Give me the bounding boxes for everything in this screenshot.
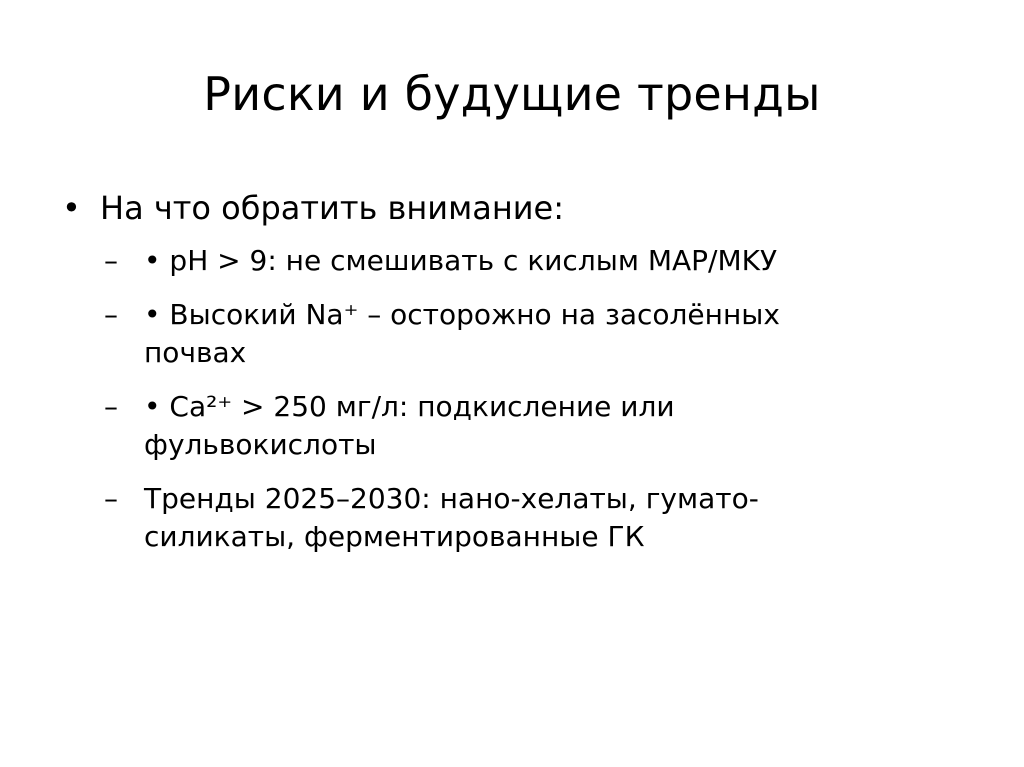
slide-title: Риски и будущие тренды: [203, 67, 821, 121]
bullet-item: [60, 186, 960, 230]
dash-marker: –: [104, 390, 118, 423]
bullet-text: На что обратить внимание:: [100, 189, 564, 227]
sub-bullet-item: [60, 242, 864, 280]
sub-bullet-text: • pH > 9: не смешивать с кислым MAP/MKУ: [144, 244, 778, 277]
sub-bullet-text: • Ca²⁺ > 250 мг/л: подкисление или фульвокислоты: [144, 390, 675, 461]
sub-bullet-text: Тренды 2025–2030: нано-хелаты, гумато-силикаты, ферментированные ГК: [144, 482, 759, 553]
sub-bullet-text: • Высокий Na⁺ – осторожно на засолённых почвах: [144, 298, 780, 369]
sub-bullet-item: [60, 388, 864, 464]
sub-bullet-list: [60, 242, 960, 556]
slide-content: [60, 186, 960, 572]
bullet-marker: •: [62, 189, 81, 227]
sub-bullet-item: [60, 296, 864, 372]
sub-bullet-item: [60, 480, 864, 556]
dash-marker: –: [104, 298, 118, 331]
dash-marker: –: [104, 244, 118, 277]
dash-marker: –: [104, 482, 118, 515]
